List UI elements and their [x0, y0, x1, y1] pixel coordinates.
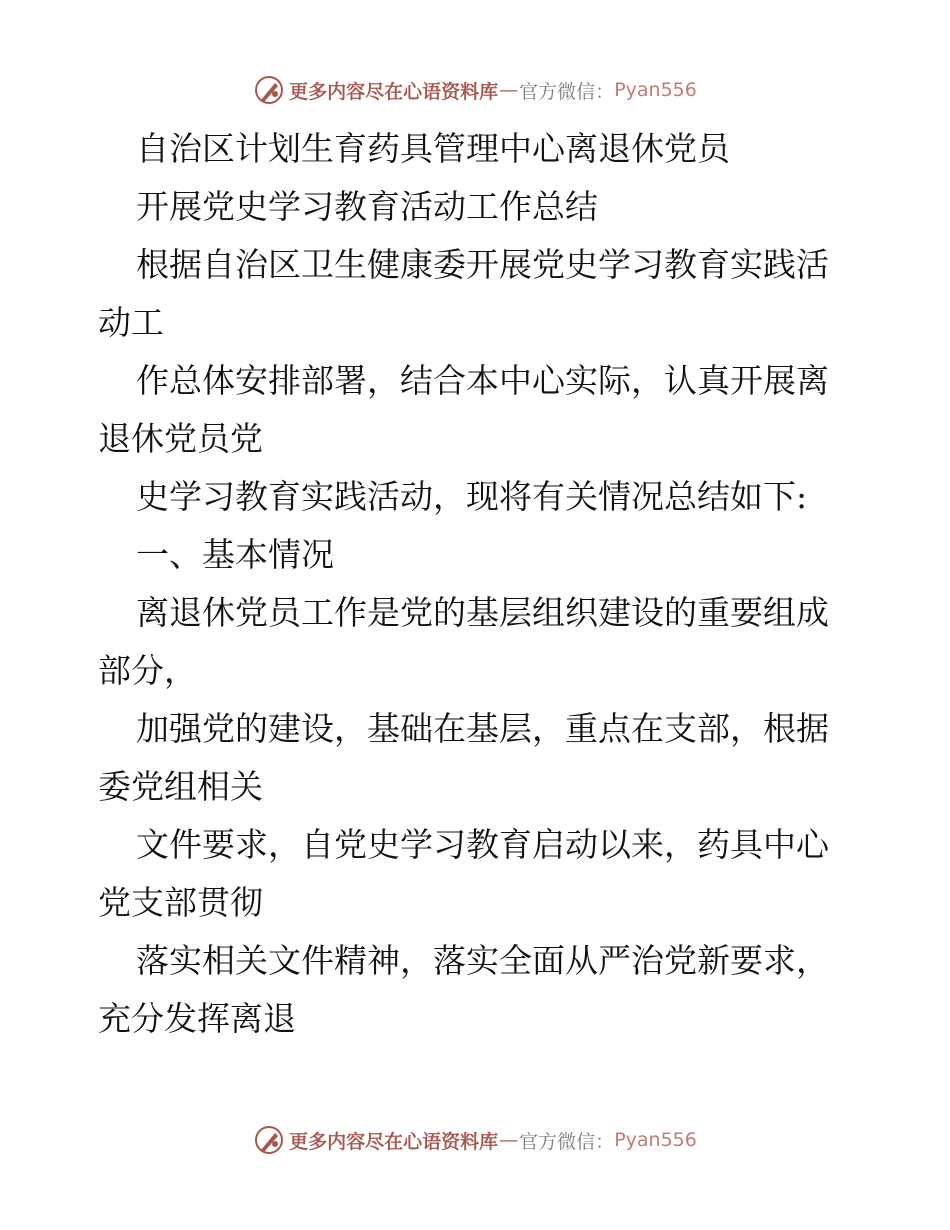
watermark-id: Pyan556 — [614, 79, 697, 101]
watermark-id: Pyan556 — [614, 1129, 697, 1151]
paragraph-line: 根据自治区卫生健康委开展党史学习教育实践活 — [136, 245, 829, 284]
header-watermark — [0, 72, 950, 108]
paragraph-line: 作总体安排部署，结合本中心实际，认真开展离 — [136, 361, 829, 400]
footer-watermark — [0, 1122, 950, 1158]
watermark-label: 官方微信： — [519, 80, 615, 103]
title-line-1: 自治区计划生育药具管理中心离退休党员 — [136, 129, 730, 168]
paragraph-line: 充分发挥离退 — [98, 999, 296, 1038]
watermark-text: 更多内容尽在心语资料库 — [289, 1130, 499, 1153]
pen-nib-logo-icon — [253, 74, 285, 106]
watermark-dash: — — [499, 1129, 519, 1151]
paragraph-line: 退休党员党 — [98, 419, 263, 458]
paragraph-line: 委党组相关 — [98, 767, 263, 806]
watermark-label: 官方微信： — [519, 1130, 615, 1153]
paragraph-line: 离退休党员工作是党的基层组织建设的重要组成 — [136, 593, 829, 632]
document-body — [98, 120, 858, 1048]
watermark-dash: — — [499, 79, 519, 101]
paragraph-line: 加强党的建设，基础在基层，重点在支部，根据 — [136, 709, 829, 748]
paragraph-line: 史学习教育实践活动，现将有关情况总结如下: — [136, 477, 808, 516]
section-heading: 一、基本情况 — [136, 535, 334, 574]
paragraph-line: 党支部贯彻 — [98, 883, 263, 922]
watermark-text: 更多内容尽在心语资料库 — [289, 80, 499, 103]
paragraph-line: 动工 — [98, 303, 164, 342]
paragraph-line: 部分， — [98, 651, 197, 690]
pen-nib-logo-icon — [253, 1124, 285, 1156]
paragraph-line: 落实相关文件精神，落实全面从严治党新要求， — [136, 941, 829, 980]
title-line-2: 开展党史学习教育活动工作总结 — [136, 187, 598, 226]
paragraph-line: 文件要求，自党史学习教育启动以来，药具中心 — [136, 825, 829, 864]
